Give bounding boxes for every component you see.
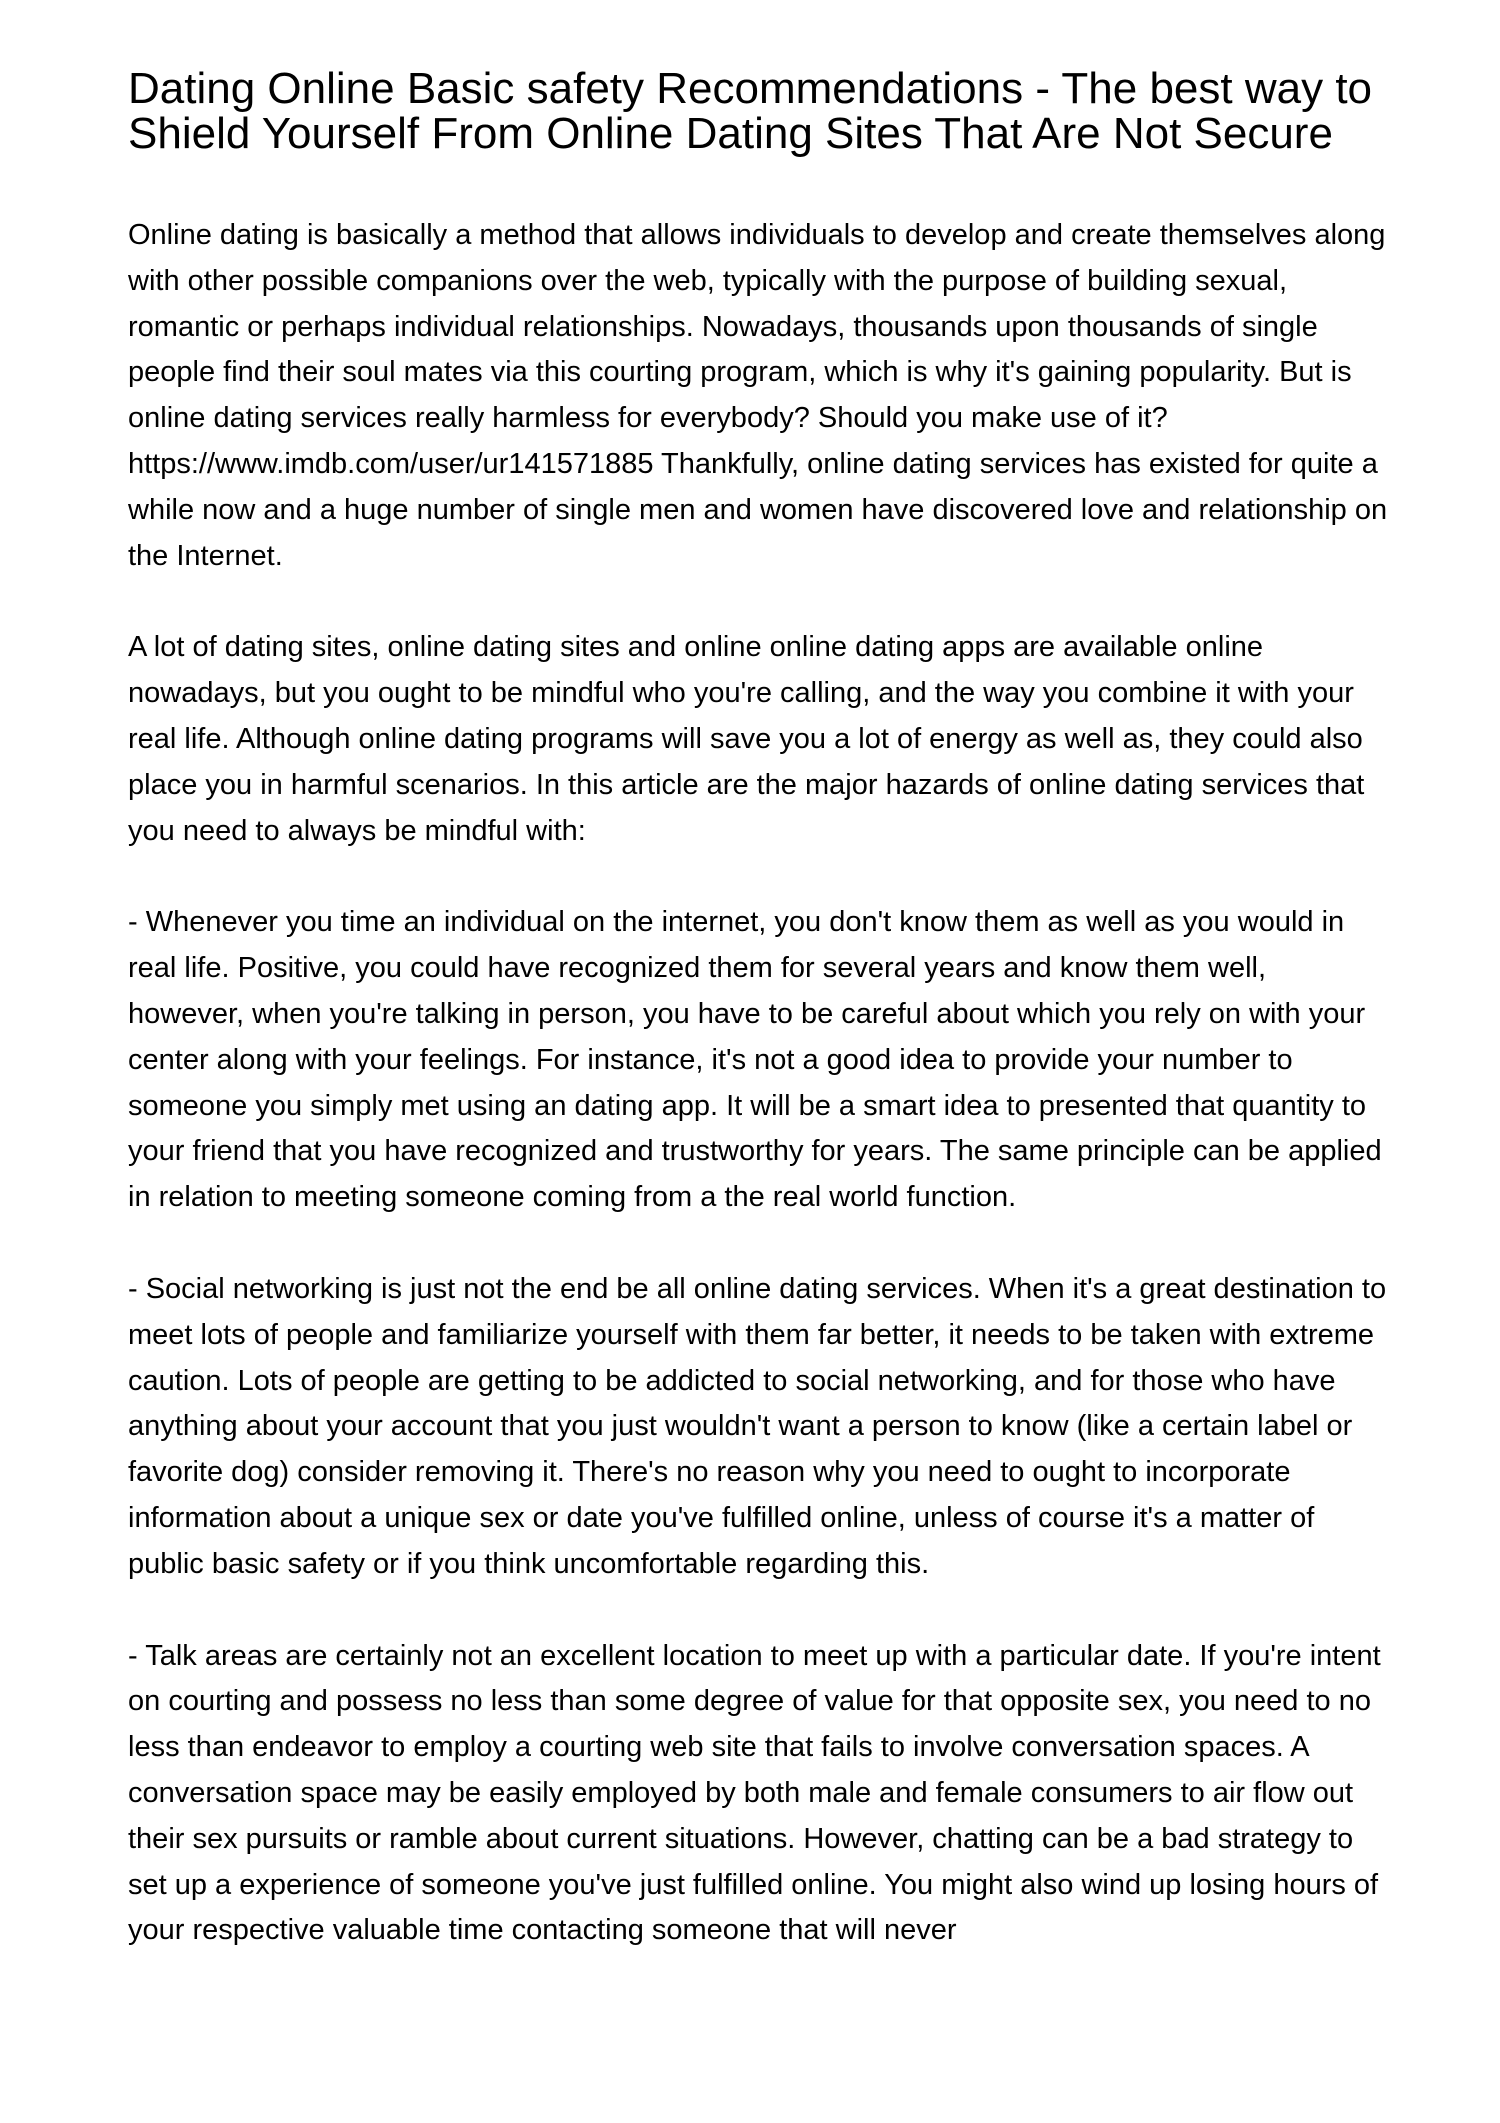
document-page <box>128 66 1388 1954</box>
paragraph-chat-rooms: - Talk areas are certainly not an excellent location to meet up with a particular date. If you're intent on courting and possess no less than some degree of value for that opposite sex, you need to no less than endeavor to employ a courting web site that fails to involve conversation spaces. A conversation space may be easily employed by both male and female consumers to air flow out their sex pursuits or ramble about current situations. However, chatting can be a bad strategy to set up a experience of someone you've just fulfilled online. You might also wind up losing hours of your respective valuable time contacting someone that will never <box>128 1639 1381 1947</box>
paragraph-online-dates: - Whenever you time an individual on the internet, you don't know them as well as you would in real life. Positive, you could have recognized them for several years and know them well, however, when you're talking in person, you have to be careful about which you rely on with your center along with your feelings. For instance, it's not a good idea to provide your number to someone you simply met using an dating app. It will be a smart idea to presented that quantity to your friend that you have recognized and trustworthy for years. The same principle can be applied in relation to meeting someone coming from a the real world function. <box>128 906 1382 1214</box>
paragraph-intro: Online dating is basically a method that allows individuals to develop and create themselves along with other possible companions over the web, typically with the purpose of building sexual, romantic or perhaps individual relationships. Nowadays, thousands upon thousands of single people find their soul mates via this courting program, which is why it's gaining popularity. But is online dating services really harmless for everybody? Should you make use of it? https://www.imdb.com/user/ur141571885 Thankfully, online dating services has existed for quite a while now and a huge number of single men and women have discovered love and relationship on the Internet. <box>128 219 1388 572</box>
paragraph-social-networking: - Social networking is just not the end be all online dating services. When it's a great destination to meet lots of people and familiarize yourself with them far better, it needs to be taken with extreme caution. Lots of people are getting to be addicted to social networking, and for those who have anything about your account that you just wouldn't want a person to know (like a certain label or favorite dog) consider removing it. There's no reason why you need to ought to incorporate information about a unique sex or date you've fulfilled online, unless of course it's a matter of public basic safety or if you think uncomfortable regarding this. <box>128 1272 1387 1580</box>
document-title: Dating Online Basic safety Recommendations - The best way to Shield Yourself From Online Dating Sites That Are Not Secure <box>128 64 1373 158</box>
paragraph-dating-sites: A lot of dating sites, online dating sites and online online dating apps are available online nowadays, but you ought to be mindful who you're calling, and the way you combine it with your real life. Although online dating programs will save you a lot of energy as well as, they could also place you in harmful scenarios. In this article are the major hazards of online dating services that you need to always be mindful with: <box>128 631 1365 847</box>
